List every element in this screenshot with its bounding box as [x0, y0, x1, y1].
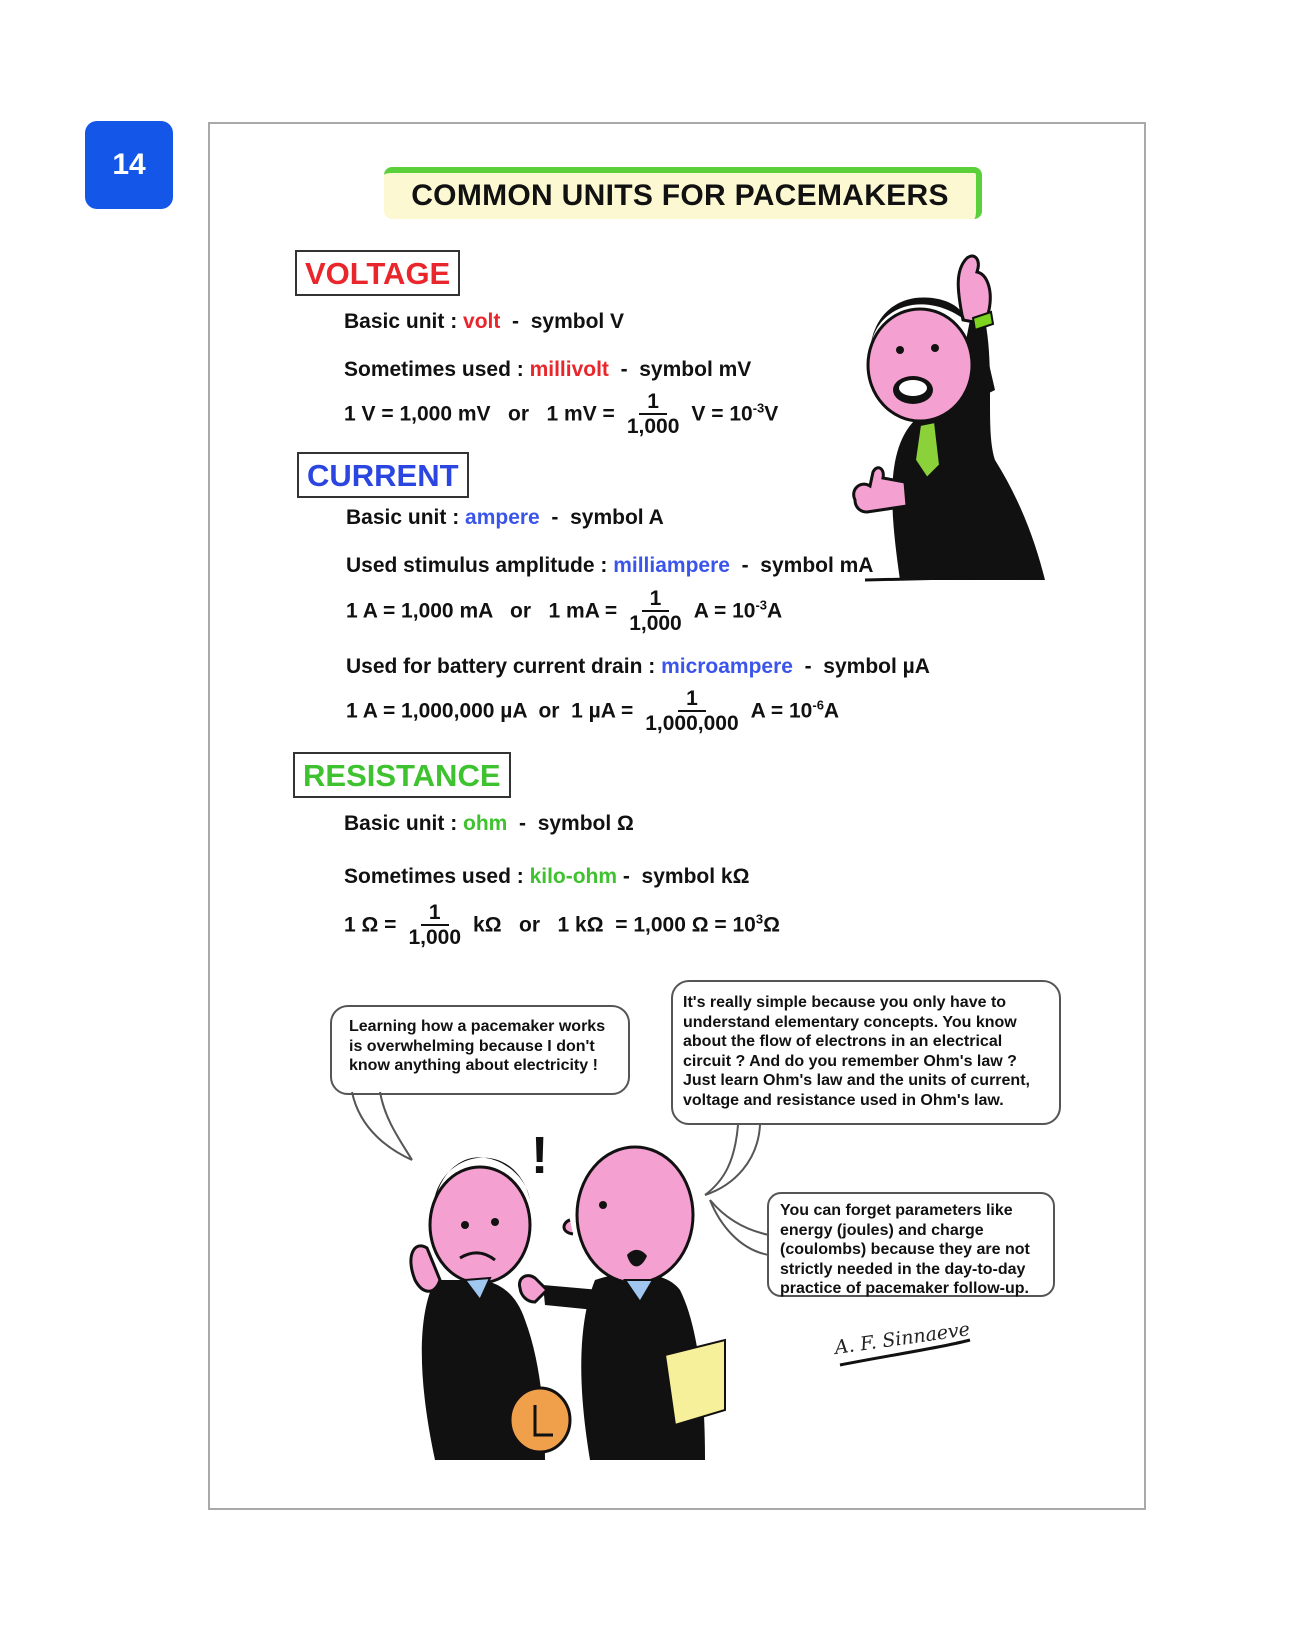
- eq-left: 1 A = 1,000,000 µA or 1 µA =: [346, 699, 634, 723]
- bubble-line: (coulombs) because they are not: [780, 1241, 1030, 1258]
- symbol-text: - symbol kΩ: [617, 865, 750, 888]
- bubble-line: understand elementary concepts. You know: [683, 1013, 1017, 1031]
- voltage-heading: VOLTAGE: [295, 250, 460, 296]
- bubble-line: strictly needed in the day-to-day: [780, 1260, 1026, 1278]
- denominator: 1,000: [629, 612, 682, 635]
- bubble-line: Just learn Ohm's law and the units of current,: [683, 1072, 1030, 1089]
- eq-right: kΩ or 1 kΩ = 1,000 Ω = 10: [473, 913, 756, 937]
- denominator: 1,000,000: [645, 712, 739, 735]
- label: Basic unit :: [344, 310, 464, 333]
- bubble-line: about the flow of electrons in an electrical: [683, 1033, 1003, 1050]
- bubble-line: Learning how a pacemaker works: [349, 1018, 606, 1035]
- label: Basic unit :: [344, 812, 464, 835]
- unit-name: millivolt: [529, 358, 609, 381]
- unit-name: volt: [463, 310, 501, 333]
- symbol-text: - symbol V: [500, 310, 625, 333]
- bubble-line: voltage and resistance used in Ohm's law.: [683, 1091, 1004, 1109]
- symbol-text: - symbol mV: [608, 358, 752, 381]
- hat: [510, 1388, 570, 1452]
- symbol-text: - symbol µA: [792, 655, 930, 678]
- bubble-line: practice of pacemaker follow-up.: [780, 1280, 1029, 1297]
- papers: [665, 1340, 725, 1425]
- denominator: 1,000: [626, 415, 680, 438]
- symbol-text: - symbol mA: [729, 554, 874, 577]
- left-man-head: [430, 1167, 530, 1283]
- exponent: -6: [812, 697, 824, 713]
- exponent: -3: [755, 597, 767, 613]
- current-heading: CURRENT: [297, 452, 469, 498]
- numerator: 1: [678, 688, 706, 712]
- exponent: -3: [752, 400, 765, 416]
- denominator: 1,000: [408, 926, 462, 949]
- bubble-line: know anything about electricity !: [349, 1057, 598, 1074]
- page-number-badge: 14: [85, 121, 173, 209]
- label: Used stimulus amplitude :: [346, 554, 614, 577]
- symbol-text: - symbol Ω: [507, 812, 634, 835]
- eq-left: 1 A = 1,000 mA or 1 mA =: [346, 599, 618, 623]
- eq-unit: A: [767, 599, 783, 623]
- exclamation-mark: !: [531, 1127, 549, 1185]
- unit-name: milliampere: [613, 554, 730, 577]
- exponent: 3: [755, 911, 764, 927]
- eq-unit: A: [823, 699, 840, 723]
- label: Basic unit :: [346, 506, 466, 529]
- eq-right: A = 10: [750, 699, 813, 723]
- label: Sometimes used :: [344, 358, 530, 381]
- numerator: 1: [642, 588, 670, 612]
- page-title: COMMON UNITS FOR PACEMAKERS: [384, 167, 982, 219]
- bubble-line: circuit ? And do you remember Ohm's law ?: [683, 1052, 1017, 1070]
- signature-text: A. F. Sinnaeve: [833, 1318, 972, 1359]
- symbol-text: - symbol A: [539, 506, 664, 529]
- signature: [830, 1320, 980, 1370]
- numerator: 1: [421, 902, 449, 926]
- unit-name: microampere: [661, 655, 793, 678]
- eq-unit: Ω: [763, 913, 780, 937]
- numerator: 1: [639, 391, 667, 415]
- resistance-heading: RESISTANCE: [293, 752, 511, 798]
- unit-name: ampere: [465, 506, 540, 529]
- label: Used for battery current drain :: [346, 655, 662, 678]
- eq-left: 1 V = 1,000 mV or 1 mV =: [344, 402, 615, 426]
- eq-left: 1 Ω =: [344, 913, 397, 937]
- eq-unit: V: [764, 402, 779, 426]
- eq-right: A = 10: [693, 599, 756, 623]
- label: Sometimes used :: [344, 865, 530, 888]
- unit-name: kilo-ohm: [529, 865, 618, 888]
- unit-name: ohm: [463, 812, 508, 835]
- two-men-illustration: [395, 1127, 755, 1460]
- bubble-line: You can forget parameters like: [780, 1202, 1013, 1219]
- bubble-line: energy (joules) and charge: [780, 1221, 984, 1239]
- bubble-line: is overwhelming because I don't: [349, 1037, 595, 1055]
- eq-right: V = 10: [691, 402, 753, 426]
- bubble-line: It's really simple because you only have to: [683, 994, 1007, 1011]
